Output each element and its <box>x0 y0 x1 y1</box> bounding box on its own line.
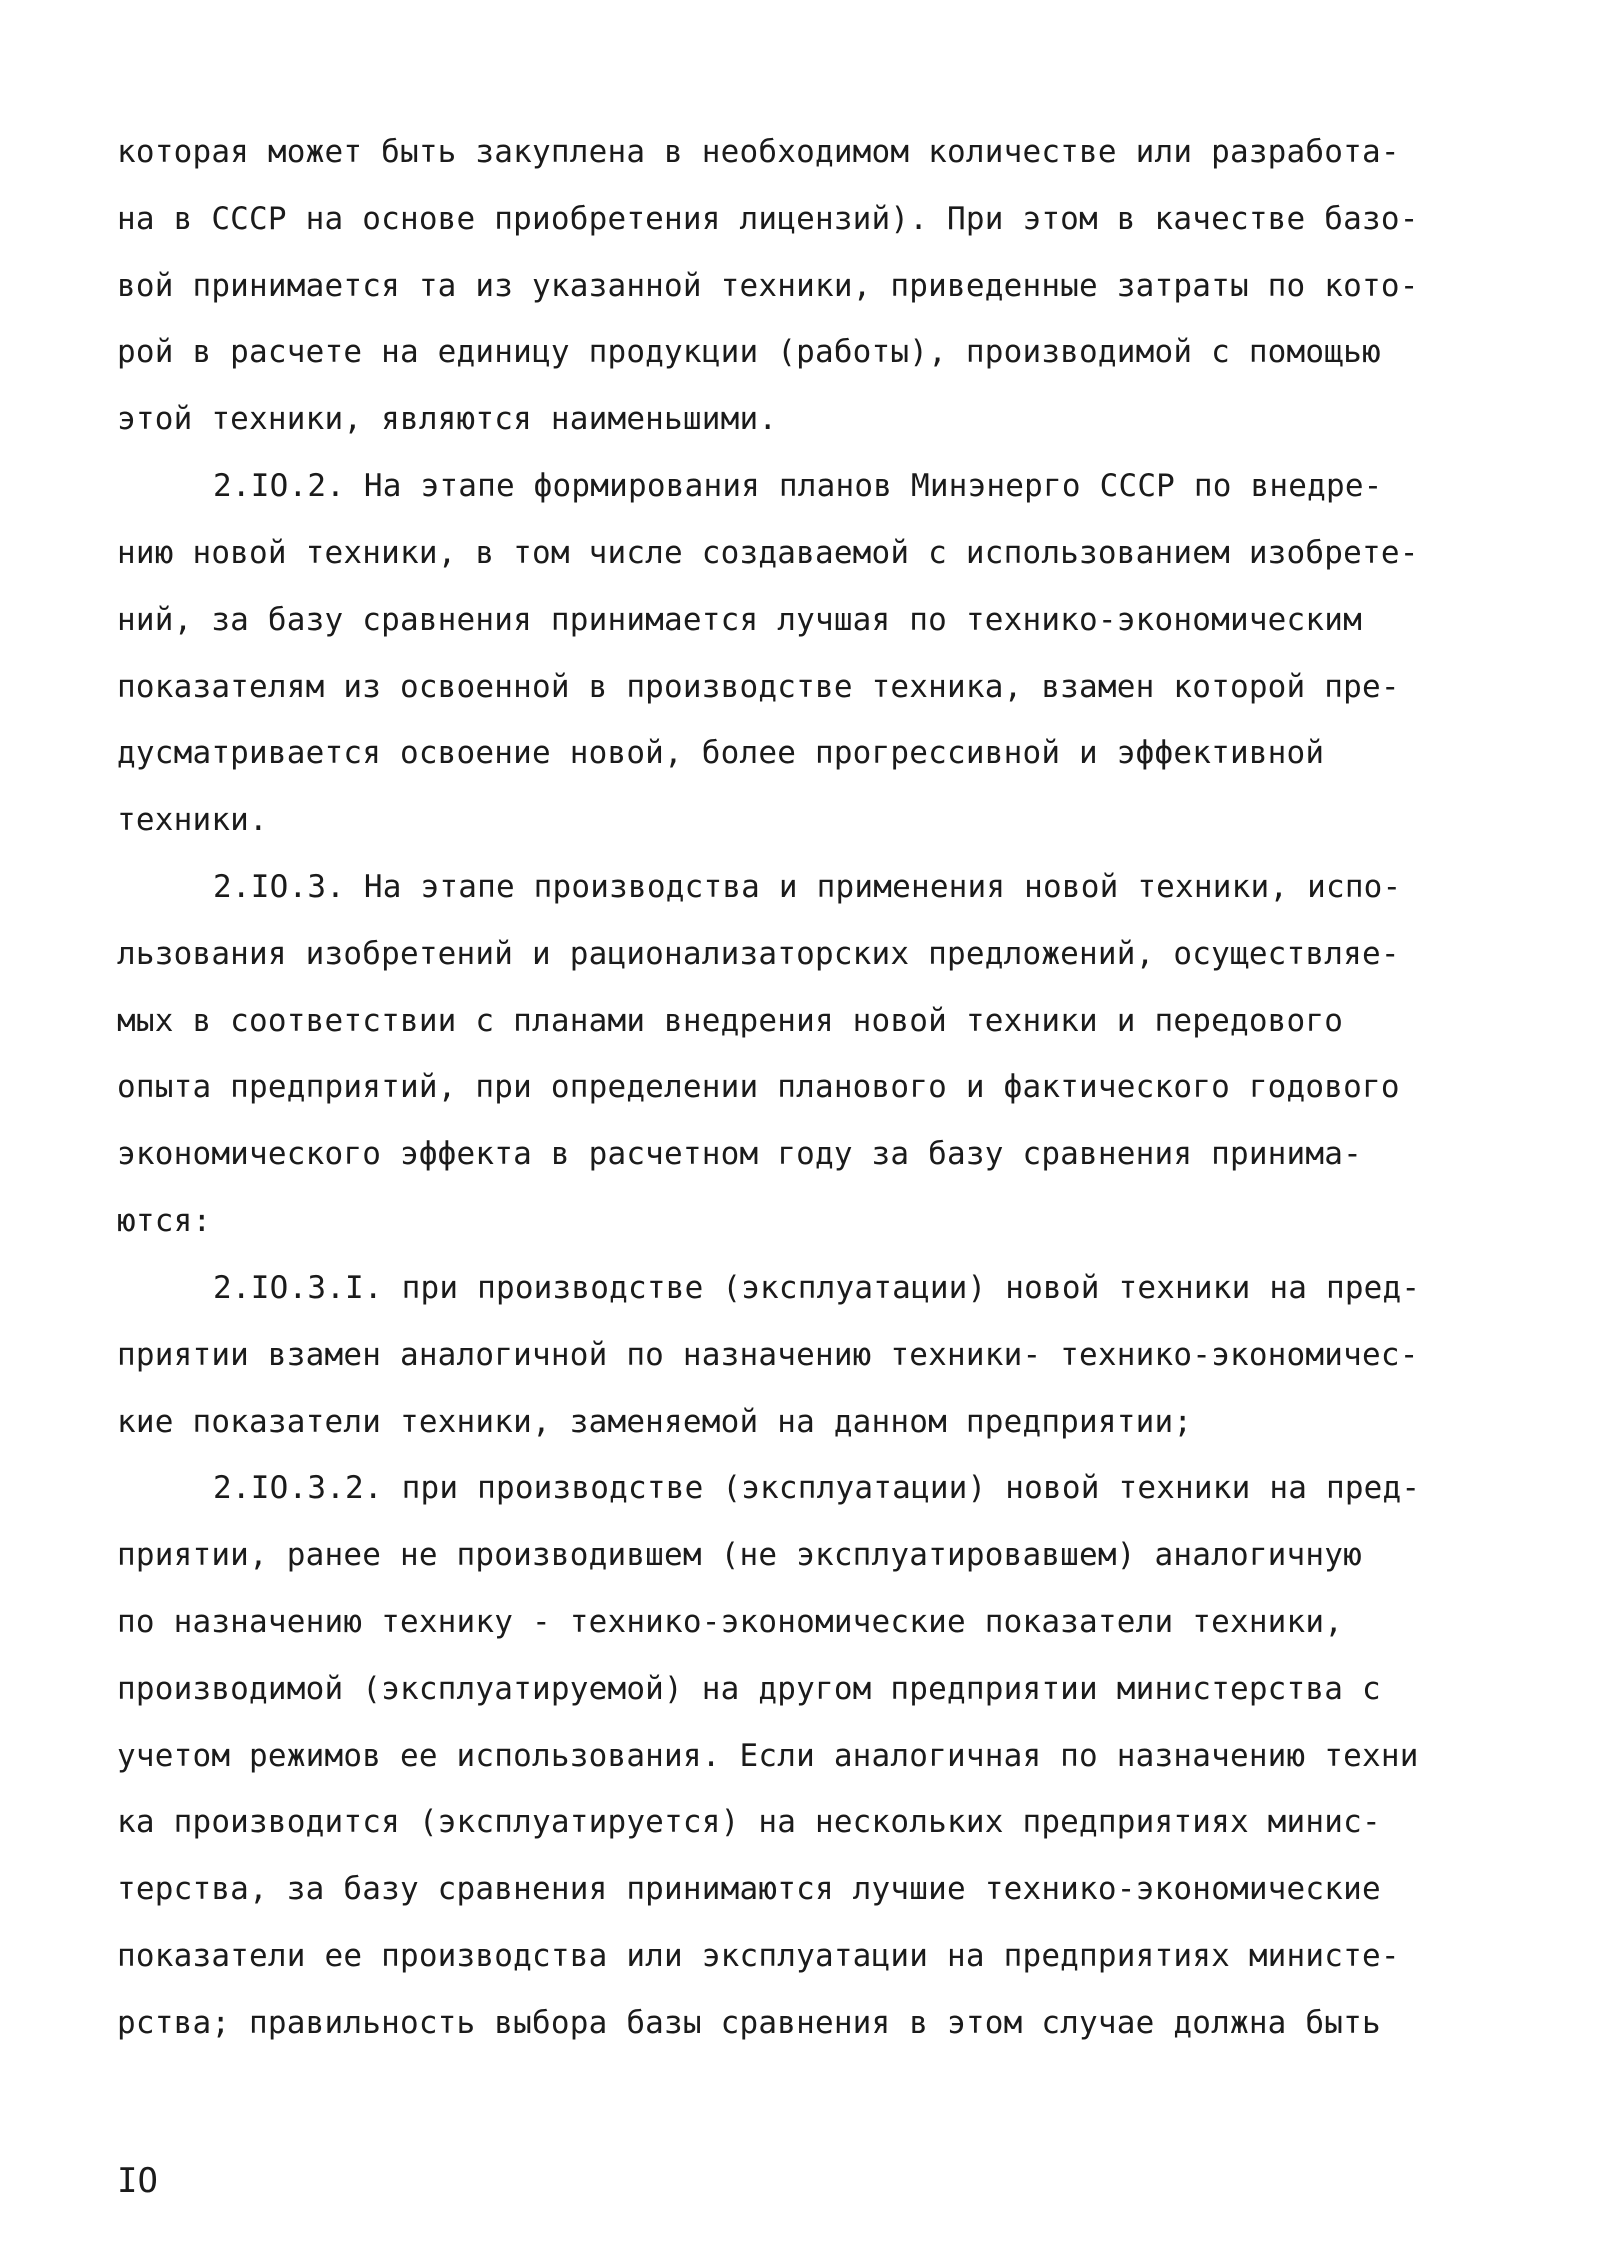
page-number: IO <box>117 2161 158 2201</box>
text-line: техники. <box>117 802 268 838</box>
text-line: ний, за базу сравнения принимается лучшая по технико-экономическим <box>117 602 1362 638</box>
text-line: мых в соответствии с планами внедрения новой техники и передового <box>117 1003 1344 1039</box>
text-line: этой техники, являются наименьшими. <box>117 401 778 437</box>
text-line: льзования изобретений и рационализаторских предложений, осуществляе- <box>117 936 1400 972</box>
text-line: на в СССР на основе приобретения лицензий). При этом в качестве базо- <box>117 201 1419 237</box>
paragraph-start-line: 2.IO.3.2. при производстве (эксплуатации) новой техники на пред- <box>213 1470 1421 1506</box>
paragraph-start-line: 2.IO.2. На этапе формирования планов Минэнерго СССР по внедре- <box>213 468 1383 504</box>
text-line: по назначению технику - технико-экономические показатели техники, <box>117 1604 1344 1640</box>
text-line: рства; правильность выбора базы сравнения в этом случае должна быть <box>117 2005 1381 2041</box>
text-line: которая может быть закуплена в необходимом количестве или разработа- <box>117 134 1400 170</box>
text-line: экономического эффекта в расчетном году за базу сравнения принима- <box>117 1136 1362 1172</box>
text-line: производимой (эксплуатируемой) на другом предприятии министерства с <box>117 1671 1381 1707</box>
text-line: рой в расчете на единицу продукции (работы), производимой с помощью <box>117 334 1381 370</box>
text-line: ка производится (эксплуатируется) на нескольких предприятиях минис- <box>117 1804 1381 1840</box>
text-line: вой принимается та из указанной техники, приведенные затраты по кото- <box>117 268 1419 304</box>
text-line: опыта предприятий, при определении планового и фактического годового <box>117 1069 1400 1105</box>
paragraph-start-line: 2.IO.3. На этапе производства и применения новой техники, испо- <box>213 869 1402 905</box>
text-line: нию новой техники, в том числе создаваемой с использованием изобрете- <box>117 535 1419 571</box>
text-line: терства, за базу сравнения принимаются лучшие технико-экономические <box>117 1871 1381 1907</box>
text-line: дусматривается освоение новой, более прогрессивной и эффективной <box>117 735 1325 771</box>
text-line: учетом режимов ее использования. Если аналогичная по назначению техни <box>117 1738 1419 1774</box>
text-line: показатели ее производства или эксплуатации на предприятиях министе- <box>117 1938 1400 1974</box>
text-line: показателям из освоенной в производстве техника, взамен которой пре- <box>117 669 1400 705</box>
text-line: приятии, ранее не производившем (не эксплуатировавшем) аналогичную <box>117 1537 1362 1573</box>
paragraph-start-line: 2.IO.3.I. при производстве (эксплуатации) новой техники на пред- <box>213 1270 1421 1306</box>
text-line: кие показатели техники, заменяемой на данном предприятии; <box>117 1404 1193 1440</box>
text-line: ются: <box>117 1203 212 1239</box>
text-line: приятии взамен аналогичной по назначению техники- технико-экономичес- <box>117 1337 1419 1373</box>
